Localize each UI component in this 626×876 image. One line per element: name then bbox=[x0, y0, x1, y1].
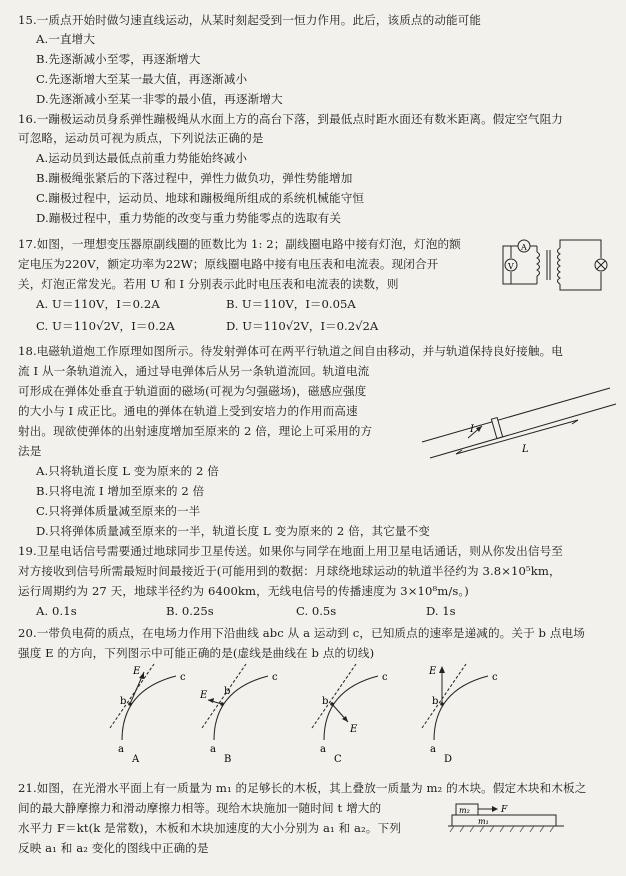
q16-stem-line2: 可忽略，运动员可视为质点，下列说法正确的是 bbox=[18, 131, 264, 145]
q15-option-b: B.先逐渐减小至零，再逐渐增大 bbox=[36, 52, 201, 66]
field-label: E bbox=[133, 666, 141, 677]
railgun-diagram bbox=[410, 380, 620, 466]
point-c-label: c bbox=[382, 672, 388, 683]
point-a-label: a bbox=[210, 744, 216, 755]
q15-stem: 15.一质点开始时做匀速直线运动，从某时刻起受到一恒力作用。此后，该质点的动能可能 bbox=[18, 13, 482, 27]
q18-stem-line4: 的大小与 I 成正比。通电的弹体在轨道上受到安培力的作用而高速 bbox=[18, 404, 358, 418]
q16-option-a: A.运动员到达最低点前重力势能始终减小 bbox=[36, 151, 248, 165]
q20-figure-d bbox=[416, 660, 508, 764]
q17-option-b: B. U＝110V，I＝0.05A bbox=[226, 297, 356, 311]
point-a-label: a bbox=[320, 744, 326, 755]
q18-option-b: B.只将电流 I 增加至原来的 2 倍 bbox=[36, 484, 205, 498]
q19-stem-line1: 19.卫星电话信号需要通过地球同步卫星传送。如果你与同学在地面上用卫星电话通话，则从你发出信号至 bbox=[18, 544, 563, 558]
fig-label-b: B bbox=[224, 754, 232, 764]
q18-option-a: A.只将轨道长度 L 变为原来的 2 倍 bbox=[36, 464, 220, 478]
point-b-label: b bbox=[224, 686, 231, 697]
q18-option-d: D.只将弹体质量减至原来的一半，轨道长度 L 变为原来的 2 倍，其它量不变 bbox=[36, 524, 430, 538]
field-label: E bbox=[350, 724, 358, 735]
fig-label-d: D bbox=[444, 754, 453, 764]
q16-option-d: D.蹦极过程中，重力势能的改变与重力势能零点的选取有关 bbox=[36, 211, 342, 225]
transformer-circuit-diagram bbox=[497, 234, 615, 296]
force-label: F bbox=[501, 805, 508, 815]
q17-stem-line2: 定电压为220V，额定功率为22W；原线圈电路中接有电压表和电流表。现闭合开 bbox=[18, 257, 439, 271]
board-mass-label: m₁ bbox=[478, 817, 489, 826]
q19-stem-line3: 运行周期约为 27 天，地球半径约为 6400km，无线电信号的传播速度为 3×10⁸m/s。) bbox=[18, 584, 469, 598]
q21-stem-line1: 21.如图，在光滑水平面上有一质量为 m₁ 的足够长的木板，其上叠放一质量为 m₂ 的木块。假定木块和木板之 bbox=[18, 781, 587, 795]
q21-stem-line2: 间的最大静摩擦力和滑动摩擦力相等。现给木块施加一随时间 t 增大的 bbox=[18, 801, 382, 815]
ammeter-label: A bbox=[521, 243, 527, 252]
q18-stem-line6: 法是 bbox=[18, 444, 42, 458]
point-c-label: c bbox=[492, 672, 498, 683]
block-board-diagram bbox=[448, 798, 568, 840]
q21-stem-line4: 反映 a₁ 和 a₂ 变化的图线中正确的是 bbox=[18, 841, 209, 855]
point-a-label: a bbox=[118, 744, 124, 755]
q19-option-c: C. 0.5s bbox=[296, 604, 337, 618]
q16-option-c: C.蹦极过程中，运动员、地球和蹦极绳所组成的系统机械能守恒 bbox=[36, 191, 365, 205]
q18-stem-line3: 可形成在弹体处垂直于轨道面的磁场(可视为匀强磁场)，磁感应强度 bbox=[18, 384, 367, 398]
field-label: E bbox=[429, 666, 437, 677]
length-label: L bbox=[522, 444, 529, 455]
q17-option-d: D. U＝110√2V，I＝0.2√2A bbox=[226, 319, 379, 333]
q19-option-b: B. 0.25s bbox=[166, 604, 214, 618]
q18-stem-line1: 18.电磁轨道炮工作原理如图所示。待发射弹体可在两平行轨道之间自由移动，并与轨道保持良好接触。电 bbox=[18, 344, 563, 358]
fig-label-a: A bbox=[132, 754, 140, 764]
q20-stem-line2: 强度 E 的方向，下列图示中可能正确的是(虚线是曲线在 b 点的切线) bbox=[18, 646, 375, 660]
q20-figure-b bbox=[196, 660, 288, 764]
q15-option-c: C.先逐渐增大至某一最大值，再逐渐减小 bbox=[36, 72, 248, 86]
q15-option-d: D.先逐渐减小至某一非零的最小值，再逐渐增大 bbox=[36, 92, 283, 106]
q18-stem-line2: 流 I 从一条轨道流入，通过导电弹体后从另一条轨道流回。轨道电流 bbox=[18, 364, 370, 378]
q17-stem-line3: 关，灯泡正常发光。若用 U 和 I 分别表示此时电压表和电流表的读数，则 bbox=[18, 277, 399, 291]
block-mass-label: m₂ bbox=[459, 806, 470, 815]
point-b-label: b bbox=[120, 696, 127, 707]
point-a-label: a bbox=[430, 744, 436, 755]
q17-option-a: A. U＝110V，I＝0.2A bbox=[36, 297, 160, 311]
q20-stem-line1: 20.一带负电荷的质点，在电场力作用下沿曲线 abc 从 a 运动到 c，已知质点的速率是递减的。关于 b 点电场 bbox=[18, 626, 585, 640]
q18-stem-line5: 射出。现欲使弹体的出射速度增加至原来的 2 倍，理论上可采用的方 bbox=[18, 424, 373, 438]
q19-stem-line2: 对方接收到信号所需最短时间最接近于(可能用到的数据：月球绕地球运动的轨道半径约为 3.8×10⁵km， bbox=[18, 564, 561, 578]
point-b-label: b bbox=[322, 696, 329, 707]
q21-stem-line3: 水平力 F＝kt(k 是常数)，木板和木块加速度的大小分别为 a₁ 和 a₂。下列 bbox=[18, 821, 401, 835]
q20-figure-c bbox=[306, 660, 398, 764]
q17-option-c: C. U＝110√2V，I＝0.2A bbox=[36, 319, 175, 333]
q16-stem-line1: 16.一蹦极运动员身系弹性蹦极绳从水面上方的高台下落，到最低点时距水面还有数米距离。假定空气阻力 bbox=[18, 112, 563, 126]
point-c-label: c bbox=[272, 672, 278, 683]
current-label: I bbox=[470, 424, 474, 435]
field-label: E bbox=[200, 690, 208, 701]
point-b-label: b bbox=[432, 696, 439, 707]
voltmeter-label: V bbox=[508, 262, 514, 271]
fig-label-c: C bbox=[334, 754, 342, 764]
q15-option-a: A.一直增大 bbox=[36, 32, 96, 46]
q17-stem-line1: 17.如图，一理想变压器原副线圈的匝数比为 1: 2；副线圈电路中接有灯泡，灯泡的额 bbox=[18, 237, 461, 251]
q16-option-b: B.蹦极绳张紧后的下落过程中，弹性力做负功，弹性势能增加 bbox=[36, 171, 353, 185]
q19-option-a: A. 0.1s bbox=[36, 604, 77, 618]
q19-option-d: D. 1s bbox=[426, 604, 456, 618]
q18-option-c: C.只将弹体质量减至原来的一半 bbox=[36, 504, 201, 518]
point-c-label: c bbox=[180, 672, 186, 683]
q20-figure-a bbox=[104, 660, 196, 764]
